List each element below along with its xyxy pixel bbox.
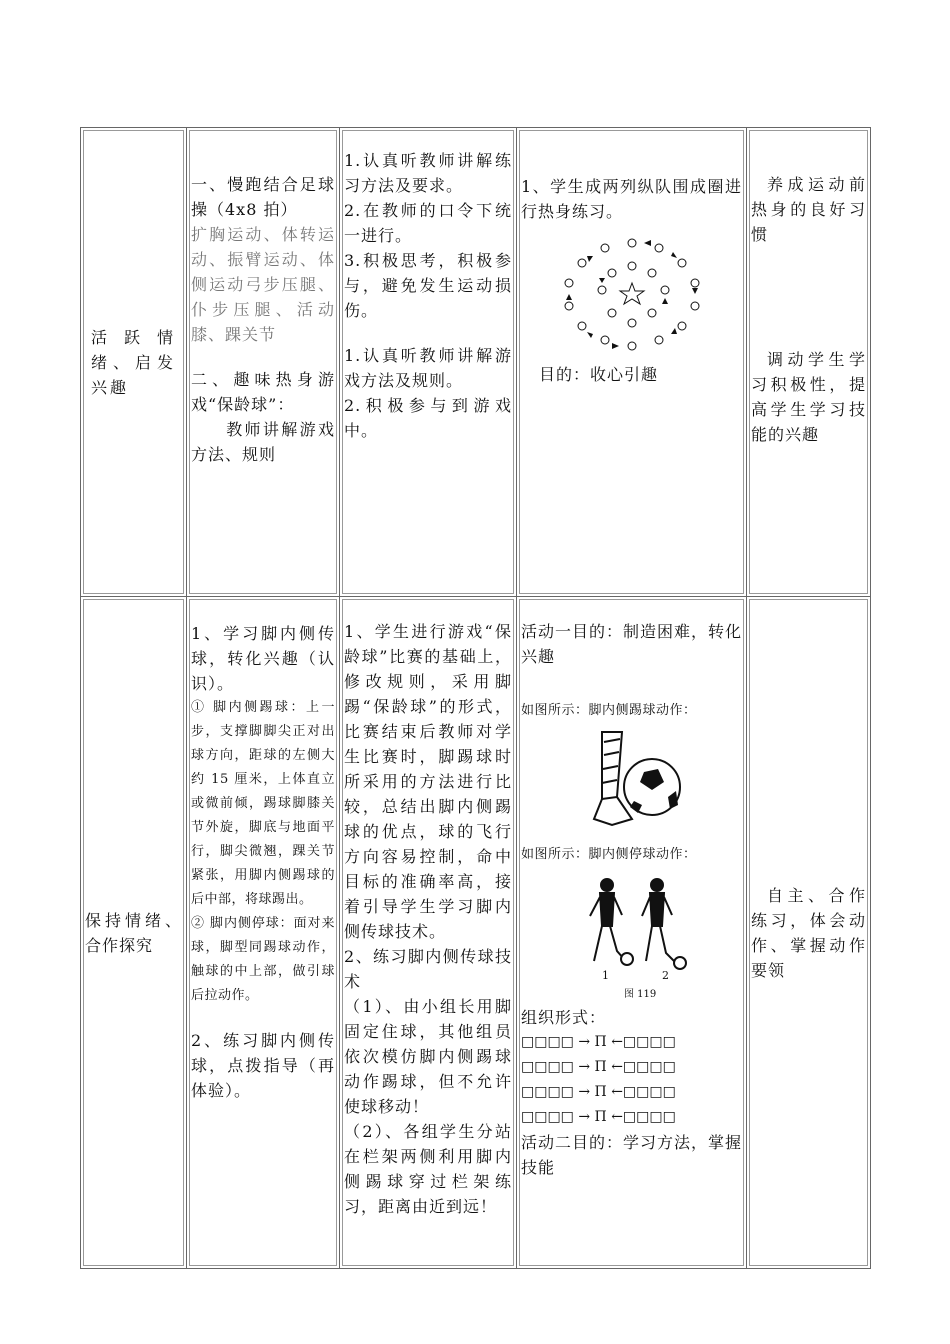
stage-cell xyxy=(81,597,187,1269)
star-icon xyxy=(620,283,644,304)
student-cell xyxy=(340,597,517,1269)
trap-illustration xyxy=(562,871,702,1001)
fig-number: 2 xyxy=(661,969,669,982)
organization-cell xyxy=(517,597,747,1269)
circle-formation-diagram xyxy=(547,228,717,358)
stage-cell xyxy=(81,128,187,597)
intent-line: 养成运动前热身的良好习惯 xyxy=(751,175,866,244)
purpose-label: 目的：收心引趣 xyxy=(539,365,659,384)
formation-row: □□□□ → Π ←□□□□ xyxy=(521,1109,676,1125)
org-line: 活动二目的：学习方法，掌握技能 xyxy=(521,1133,743,1177)
lesson-plan-table xyxy=(80,127,871,1269)
content-cell xyxy=(187,597,340,1269)
intent-line: 自主、合作练习，体会动作、掌握动作要领 xyxy=(751,885,866,980)
student-line: 2.积极参与到游戏中。 xyxy=(344,396,512,440)
table-row xyxy=(81,597,871,1269)
formation-row: □□□□ → Π ←□□□□ xyxy=(521,1084,676,1100)
table-row xyxy=(81,128,871,597)
organization-cell xyxy=(517,128,747,597)
content-detail: ② 脚内侧停球：面对来球，脚型同踢球动作，触球的中上部，做引球后拉动作。 xyxy=(191,916,335,1003)
student-line: （1）、由小组长用脚固定住球，其他组员依次模仿脚内侧踢球动作踢球，但不允许使球移动！ xyxy=(344,997,512,1116)
intent-cell xyxy=(747,597,871,1269)
content-line: 扩胸运动、体转运动、振臂运动、体侧运动弓步压腿、仆步压腿、活动膝、踝关节 xyxy=(191,225,335,344)
formation-row: □□□□ → Π ←□□□□ xyxy=(521,1059,676,1075)
content-line: 1、学习脚内侧传球，转化兴趣（认识）。 xyxy=(191,624,335,693)
org-form-label: 组织形式： xyxy=(521,1008,607,1027)
figure-caption: 如图所示：脚内侧停球动作： xyxy=(521,847,697,862)
org-line: 1、学生成两列纵队围成圈进行热身练习。 xyxy=(521,177,742,221)
content-line: 2、练习脚内侧传球，点拨指导（再体验）。 xyxy=(191,1031,335,1100)
intent-cell xyxy=(747,128,871,597)
intent-line: 调动学生学习积极性，提高学生学习技能的兴趣 xyxy=(751,350,866,444)
fig-label: 图 119 xyxy=(623,989,656,1000)
figure-caption: 如图所示：脚内侧踢球动作： xyxy=(521,703,697,718)
org-line: 活动一目的：制造困难，转化兴趣 xyxy=(521,622,743,666)
kick-illustration xyxy=(572,727,692,837)
student-line: 2、练习脚内侧传球技术 xyxy=(344,947,512,991)
student-line: 1、学生进行游戏“保龄球”比赛的基础上，修改规则，采用脚踢“保龄球”的形式，比赛结束后教师对学生比赛时，脚踢球时所采用的方法进行比较，总结出脚内侧踢球的优点，球的飞行方向容易控制，命中目标的准确率高，接着引导学生学习脚内侧传球技术。 xyxy=(344,622,512,941)
fig-number: 1 xyxy=(601,969,609,982)
student-line: （2）、各组学生分站在栏架两侧利用脚内侧踢球穿过栏架练习，距离由近到远！ xyxy=(344,1122,512,1216)
content-line: 教师讲解游戏方法、规则 xyxy=(191,420,335,464)
content-line: 二、趣味热身游戏“保龄球”： xyxy=(191,370,335,414)
formation-row: □□□□ → Π ←□□□□ xyxy=(521,1034,676,1050)
content-cell xyxy=(187,128,340,597)
student-cell xyxy=(340,128,517,597)
student-line: 1.认真听教师讲解练习方法及要求。 xyxy=(344,151,512,195)
content-detail: ① 脚内侧踢球：上一步，支撑脚脚尖正对出球方向，距球的左侧大约 15 厘米，上体直立或微前倾，踢球脚膝关节外旋，脚底与地面平行，脚尖微翘，踝关节紧张，用脚内侧踢球的后中部，将球踢出。 xyxy=(191,700,335,907)
student-line: 1.认真听教师讲解游戏方法及规则。 xyxy=(344,346,512,390)
content-line: 一、慢跑结合足球操（4x8 拍） xyxy=(191,175,335,219)
stage-label: 活 跃 情绪、启发兴趣 xyxy=(91,327,176,397)
stage-label: 保持情绪、合作探究 xyxy=(85,910,182,955)
student-line: 3.积极思考，积极参与，避免发生运动损伤。 xyxy=(344,251,512,320)
student-line: 2.在教师的口令下统一进行。 xyxy=(344,201,512,245)
